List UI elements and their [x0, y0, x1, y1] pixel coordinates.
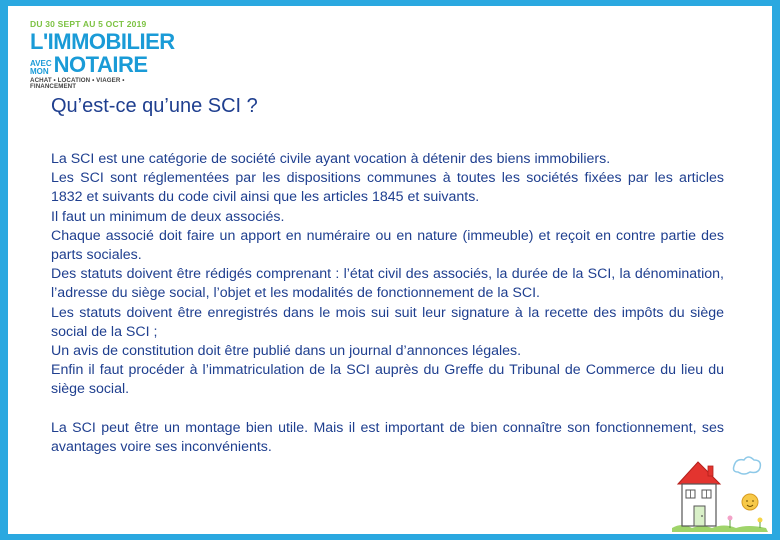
logo-dates: DU 30 SEPT AU 5 OCT 2019 — [30, 19, 147, 29]
logo-line-notaire — [30, 51, 160, 77]
body-text — [51, 150, 724, 457]
page-title: Qu’est-ce qu’une SCI ? — [51, 95, 258, 117]
house-drawing-icon — [672, 452, 768, 532]
paragraph: Un avis de constitution doit être publié dans un journal d’annonces légales. — [51, 343, 522, 360]
logo-tagline: ACHAT • LOCATION • VIAGER • FINANCEMENT — [30, 76, 125, 90]
paragraph: Les statuts doivent être enregistrés dans le mois sui suit leur signature à la recette des impôts du siège social de la SCI ; — [51, 304, 724, 340]
spacer — [51, 400, 724, 419]
paragraph: Chaque associé doit faire un apport en numéraire ou en nature (immeuble) et reçoit en contre partie des parts sociales. — [51, 227, 724, 264]
logo-notaire: NOTAIRE — [53, 51, 148, 77]
closing-paragraph: La SCI peut être un montage bien utile. Mais il est important de bien connaître son fonctionnement, ses avantages voire ses inconvénients. — [51, 419, 724, 455]
paragraph: Les SCI sont réglementées par les dispositions communes à toutes les sociétés fixées par les articles 1832 et suivants du code civil ainsi que les articles 1845 et suivants. — [51, 170, 724, 206]
paragraph: La SCI est une catégorie de société civile ayant vocation à détenir des biens immobiliers. — [51, 151, 611, 167]
paragraph: Il faut un minimum de deux associés. — [51, 208, 285, 225]
paragraph: Enfin il faut procéder à l’immatriculation de la SCI auprès du Greffe du Tribunal de Commerce du lieu du siège social. — [51, 362, 724, 398]
logo-line-immobilier: L'IMMOBILIER — [30, 28, 175, 54]
event-logo — [30, 19, 175, 90]
logo-avec-mon: AVEC MON — [30, 58, 52, 76]
paragraph: Des statuts doivent être rédigés comprenant : l’état civil des associés, la durée de la SCI, la dénomination, l’adresse du siège social, l’objet et les modalités de fonctionnement de la SCI. — [51, 266, 724, 302]
